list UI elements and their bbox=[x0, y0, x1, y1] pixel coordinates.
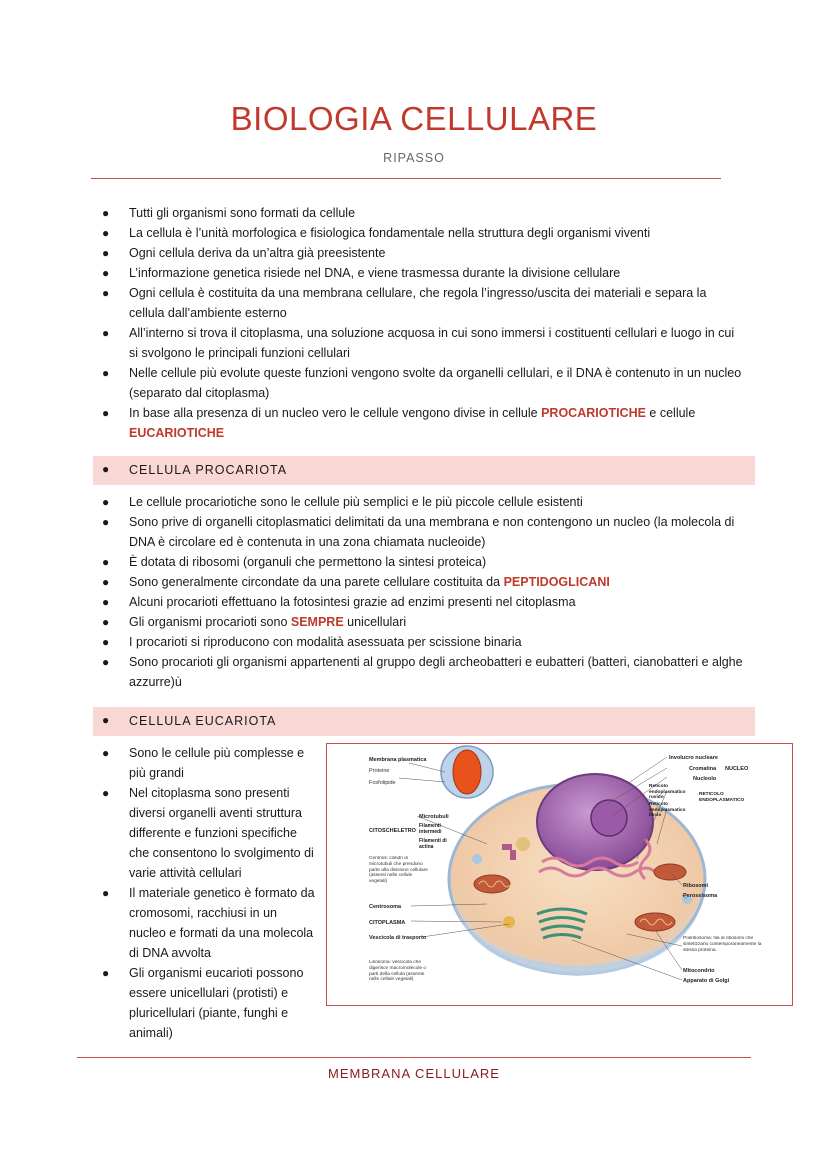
highlight-sempre: SEMPRE bbox=[290, 615, 344, 629]
label-filamenti-actina: Filamenti di actina bbox=[419, 838, 447, 850]
list-item: ● È dotata di ribosomi (organuli che permettono la sintesi proteica) bbox=[102, 555, 487, 569]
list-item: ● Sono generalmente circondate da una parete cellulare costituita da PEPTIDOGLICANI bbox=[102, 575, 610, 589]
label-citoscheletro: CITOSCHELETRO bbox=[369, 828, 416, 834]
highlight-peptidoglicani: PEPTIDOGLICANI bbox=[503, 575, 610, 589]
list-item: ● I procarioti si riproducono con modalità asessuata per scissione binaria bbox=[102, 635, 522, 649]
page-title: BIOLOGIA CELLULARE bbox=[230, 100, 598, 137]
label-citoplasma: CITOPLASMA bbox=[369, 920, 406, 926]
list-item: ● La cellula è l’unità morfologica e fisiologica fondamentale nella struttura degli organismi viventi bbox=[102, 226, 651, 240]
list-item: ● Gli organismi eucarioti possono essere unicellulari (protisti) e pluricellulari (piante, funghi e animali) bbox=[102, 966, 304, 1040]
page-subtitle: RIPASSO bbox=[383, 151, 445, 165]
label-centrioli: Centrioli: cilindri di microtubuli che prendono parte alla divisione cellulare (assenti nelle cellule vegetali) bbox=[369, 856, 428, 885]
eucariota-list bbox=[93, 743, 315, 1043]
label-involucro: Involucro nucleare bbox=[669, 755, 718, 761]
list-item: ● Alcuni procarioti effettuano la fotosintesi grazie ad enzimi presenti nel citoplasma bbox=[102, 595, 576, 609]
label-nucleo-group: NUCLEO bbox=[725, 766, 749, 772]
list-item: ● Sono prive di organelli citoplasmatici delimitati da una membrana e non contengono un nucleo (la molecola di DNA è circolare ed è contenuta in una zona chiamata nucleoide) bbox=[102, 515, 735, 549]
list-item: ● Ogni cellula è costituita da una membrana cellulare, che regola l’ingresso/uscita dei materiali e separa la cellula dall’ambiente esterno bbox=[102, 286, 707, 320]
label-fosfolipide: Fosfolipide bbox=[369, 780, 396, 786]
procariota-list bbox=[93, 492, 743, 692]
list-item: ● L’informazione genetica risiede nel DNA, e viene trasmessa durante la divisione cellulare bbox=[102, 266, 621, 280]
label-membrana: Membrana plasmatica bbox=[369, 757, 427, 763]
label-perossisoma: Perossisoma bbox=[683, 893, 718, 899]
list-item: ● Gli organismi procarioti sono SEMPRE unicellulari bbox=[102, 615, 407, 629]
footer-divider bbox=[77, 1057, 751, 1058]
list-item: ● Le cellule procariotiche sono le cellule più semplici e le più piccole cellule esistenti bbox=[102, 495, 583, 509]
label-golgi: Apparato di Golgi bbox=[683, 978, 730, 984]
label-ribosomi: Ribosomi bbox=[683, 883, 709, 889]
highlight-procariotiche: PROCARIOTICHE bbox=[541, 406, 646, 420]
section-heading-eucariota: ● CELLULA EUCARIOTA bbox=[93, 707, 755, 736]
list-item: ● Nel citoplasma sono presenti diversi organelli aventi struttura differente e funzioni specifiche che consentono lo svolgimento di varie attività cellulari bbox=[102, 786, 314, 880]
label-lisosoma: Lisosoma: vescicola che digerisce macromolecole o parti della cellula (assente nelle cellule vegetali) bbox=[369, 960, 427, 983]
label-reticolo-group: RETICOLO ENDOPLASMATICO bbox=[699, 792, 745, 803]
nucleolus-shape bbox=[591, 800, 627, 836]
list-item: ● Sono procarioti gli organismi appartenenti al gruppo degli archeobatteri e eubatteri (batteri, cianobatteri e alghe azzurre)ù bbox=[102, 655, 743, 689]
label-proteine: Proteine bbox=[369, 768, 390, 774]
label-centrosoma: Centrosoma bbox=[369, 904, 402, 910]
list-item: ● In base alla presenza di un nucleo vero le cellule vengono divise in cellule PROCARIOTICHE e cellule EUCARIOTICHE bbox=[102, 406, 696, 440]
list-item: ● Il materiale genetico è formato da cromosomi, racchiusi in un nucleo e formati da una molecola di DNA avvolta bbox=[102, 886, 315, 960]
label-microtubuli: Microtubuli bbox=[419, 814, 449, 820]
label-rer: Reticolo endoplasmatico ruvido bbox=[649, 784, 686, 801]
list-item: ● Nelle cellule più evolute queste funzioni vengono svolte da organelli cellulari, e il DNA è contenuto in un nucleo (separato dal citoplasma) bbox=[102, 366, 742, 400]
list-item: ● Sono le cellule più complesse e più grandi bbox=[102, 746, 305, 780]
label-cromatina: Cromatina bbox=[689, 766, 717, 772]
intro-list bbox=[93, 203, 743, 443]
list-item: ● Ogni cellula deriva da un’altra già preesistente bbox=[102, 246, 386, 260]
label-filamenti-intermedi: Filamenti intermedi bbox=[419, 823, 442, 835]
label-vescicola: Vescicola di trasporto bbox=[369, 935, 427, 941]
label-nucleolo: Nucleolo bbox=[693, 776, 717, 782]
highlight-eucariotiche: EUCARIOTICHE bbox=[129, 426, 225, 440]
eukaryotic-cell-figure bbox=[326, 743, 793, 1006]
section-heading-procariota: ● CELLULA PROCARIOTA bbox=[93, 456, 755, 485]
title-divider bbox=[91, 178, 721, 179]
label-rel: Reticolo endoplasmatico liscio bbox=[649, 802, 686, 819]
next-section-heading: MEMBRANA CELLULARE bbox=[328, 1066, 500, 1081]
cell-diagram bbox=[327, 744, 792, 1005]
label-poliribosoma: Poliribosoma: fila di ribosomi che sintetizzano contemporaneamente la stessa proteina. bbox=[683, 936, 762, 953]
list-item: ● Tutti gli organismi sono formati da cellule bbox=[102, 206, 356, 220]
list-item: ● All’interno si trova il citoplasma, una soluzione acquosa in cui sono immersi i costituenti cellulari e luogo in cui si svolgono le principali funzioni cellulari bbox=[102, 326, 735, 360]
label-mitocondrio: Mitocondrio bbox=[683, 968, 715, 974]
